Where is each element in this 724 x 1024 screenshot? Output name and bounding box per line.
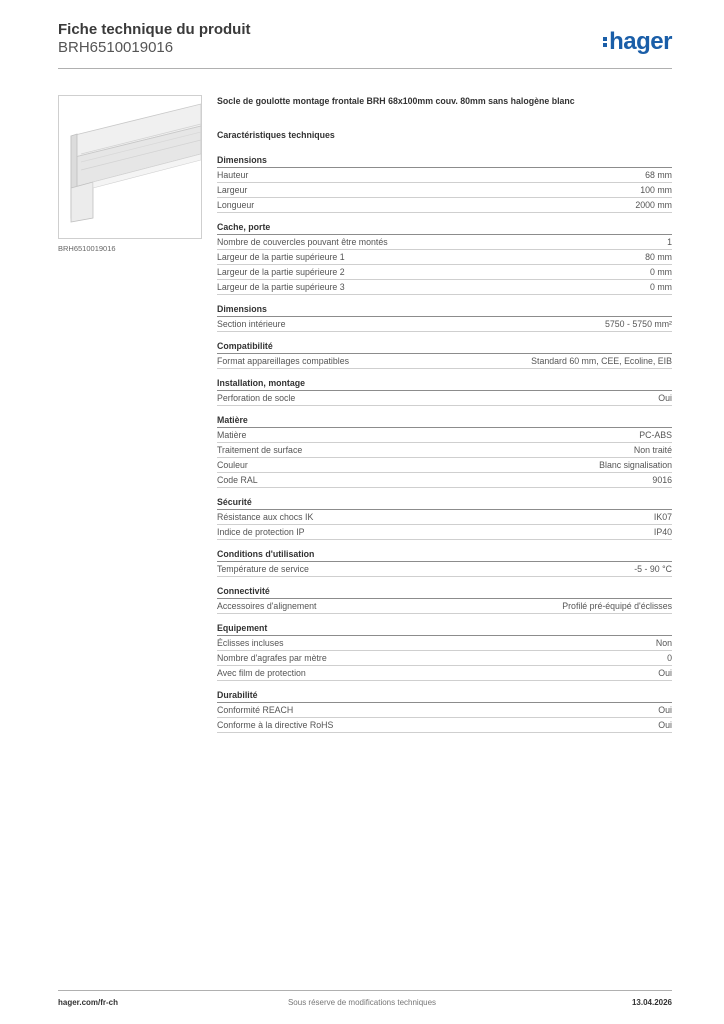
spec-section — [217, 585, 672, 614]
spec-row — [217, 636, 672, 651]
spec-row — [217, 718, 672, 733]
spec-label: Format appareillages compatibles — [217, 356, 350, 366]
spec-label: Section intérieure — [217, 319, 286, 329]
technical-characteristics-title: Caractéristiques techniques — [217, 130, 335, 140]
product-code: BRH6510019016 — [58, 39, 174, 56]
footer-notice: Sous réserve de modifications techniques — [287, 998, 437, 1007]
spec-label: Hauteur — [217, 170, 249, 180]
spec-value: 0 — [667, 653, 672, 663]
spec-label: Largeur de la partie supérieure 3 — [217, 282, 345, 292]
spec-value: 2000 mm — [635, 200, 672, 210]
spec-row — [217, 198, 672, 213]
section-title: Connectivité — [217, 585, 672, 599]
spec-section — [217, 496, 672, 540]
spec-section — [217, 340, 672, 369]
spec-row — [217, 510, 672, 525]
spec-row — [217, 391, 672, 406]
logo-text: hager — [609, 28, 672, 55]
section-title: Durabilité — [217, 689, 672, 703]
spec-label: Indice de protection IP — [217, 527, 305, 537]
section-title: Equipement — [217, 622, 672, 636]
spec-value: IP40 — [653, 527, 672, 537]
spec-label: Éclisses incluses — [217, 638, 284, 648]
footer-date: 13.04.2026 — [631, 998, 672, 1007]
spec-row — [217, 183, 672, 198]
spec-value: 100 mm — [640, 185, 672, 195]
spec-label: Conforme à la directive RoHS — [217, 720, 334, 730]
spec-label: Avec film de protection — [217, 668, 306, 678]
section-title: Compatibilité — [217, 340, 672, 354]
spec-row — [217, 168, 672, 183]
spec-value: Blanc signalisation — [599, 460, 672, 470]
cable-duct-illustration-icon — [59, 96, 201, 238]
spec-label: Résistance aux chocs IK — [217, 512, 314, 522]
spec-row — [217, 458, 672, 473]
spec-row — [217, 354, 672, 369]
spec-row — [217, 525, 672, 540]
spec-label: Nombre d'agrafes par mètre — [217, 653, 327, 663]
spec-value: 0 mm — [650, 282, 672, 292]
spec-row — [217, 317, 672, 332]
spec-section — [217, 154, 672, 213]
spec-value: Standard 60 mm, CEE, Ecoline, EIB — [531, 356, 672, 366]
section-title: Conditions d'utilisation — [217, 548, 672, 562]
spec-value: 0 mm — [650, 267, 672, 277]
spec-row — [217, 443, 672, 458]
spec-row — [217, 562, 672, 577]
spec-row — [217, 703, 672, 718]
spec-row — [217, 666, 672, 681]
spec-label: Accessoires d'alignement — [217, 601, 317, 611]
spec-section — [217, 221, 672, 295]
spec-value: 5750 - 5750 mm² — [605, 319, 672, 329]
section-title: Installation, montage — [217, 377, 672, 391]
footer-website-link[interactable]: hager.com/fr-ch — [58, 998, 119, 1007]
spec-section — [217, 303, 672, 332]
spec-label: Largeur de la partie supérieure 2 — [217, 267, 345, 277]
spec-section — [217, 377, 672, 406]
spec-section — [217, 689, 672, 733]
spec-value: 1 — [667, 237, 672, 247]
spec-value: PC-ABS — [639, 430, 672, 440]
spec-value: Oui — [658, 668, 672, 678]
spec-value: Oui — [658, 720, 672, 730]
hager-logo — [603, 28, 672, 56]
spec-row — [217, 250, 672, 265]
spec-section — [217, 548, 672, 577]
logo-dots-icon — [603, 36, 607, 48]
spec-row — [217, 265, 672, 280]
spec-label: Largeur — [217, 185, 248, 195]
spec-label: Longueur — [217, 200, 255, 210]
product-image — [58, 95, 202, 239]
spec-label: Nombre de couvercles pouvant être montés — [217, 237, 388, 247]
spec-value: Profilé pré-équipé d'éclisses — [562, 601, 672, 611]
spec-row — [217, 651, 672, 666]
page-title: Fiche technique du produit — [58, 21, 251, 38]
section-title: Dimensions — [217, 154, 672, 168]
spec-row — [217, 428, 672, 443]
spec-label: Conformité REACH — [217, 705, 294, 715]
footer-divider — [58, 990, 672, 991]
spec-row — [217, 280, 672, 295]
spec-row — [217, 473, 672, 488]
spec-value: 9016 — [652, 475, 672, 485]
spec-label: Température de service — [217, 564, 309, 574]
spec-label: Code RAL — [217, 475, 258, 485]
spec-content — [217, 96, 672, 741]
spec-value: Oui — [658, 393, 672, 403]
section-title: Sécurité — [217, 496, 672, 510]
spec-value: IK07 — [653, 512, 672, 522]
section-title: Matière — [217, 414, 672, 428]
section-title: Dimensions — [217, 303, 672, 317]
spec-label: Perforation de socle — [217, 393, 296, 403]
section-title: Cache, porte — [217, 221, 672, 235]
spec-value: Non — [655, 638, 672, 648]
header-divider — [58, 68, 672, 69]
spec-label: Traitement de surface — [217, 445, 303, 455]
spec-value: -5 - 90 °C — [634, 564, 672, 574]
product-image-caption: BRH6510019016 — [58, 244, 116, 253]
spec-value: 80 mm — [645, 252, 672, 262]
spec-value: 68 mm — [645, 170, 672, 180]
spec-label: Couleur — [217, 460, 248, 470]
product-description: Socle de goulotte montage frontale BRH 68x100mm couv. 80mm sans halogène blanc — [217, 96, 575, 106]
spec-label: Matière — [217, 430, 247, 440]
spec-value: Non traité — [633, 445, 672, 455]
spec-sections — [217, 154, 672, 733]
spec-value: Oui — [658, 705, 672, 715]
spec-row — [217, 235, 672, 250]
spec-section — [217, 622, 672, 681]
spec-row — [217, 599, 672, 614]
spec-label: Largeur de la partie supérieure 1 — [217, 252, 345, 262]
spec-section — [217, 414, 672, 488]
